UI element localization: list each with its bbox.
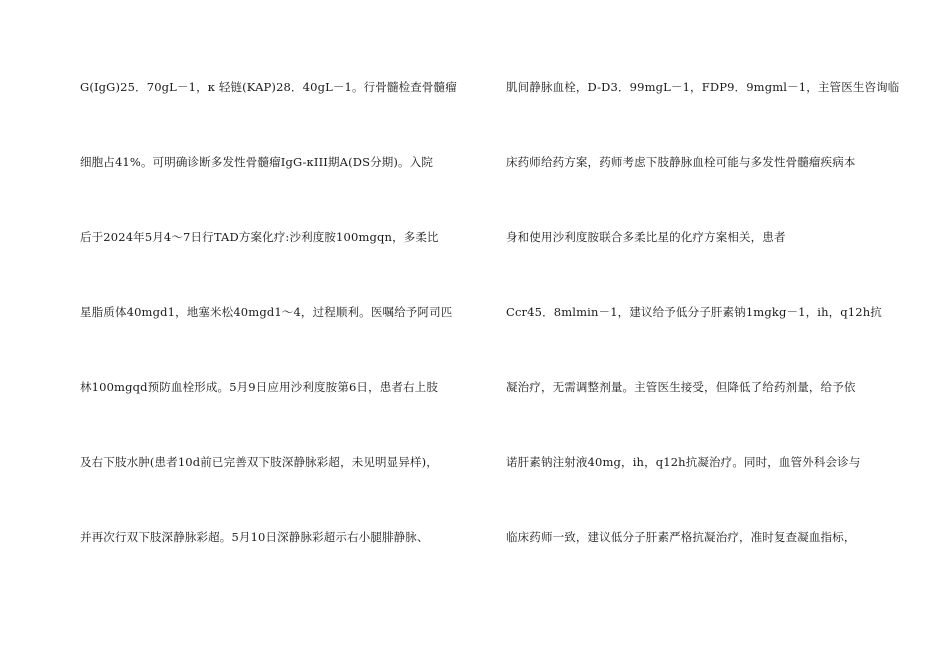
text-line: 床药师给药方案，药师考虑下肢静脉血栓可能与多发性骨髓瘤疾病本 xyxy=(506,155,856,169)
text-line: 并再次行双下肢深静脉彩超。5月10日深静脉彩超示右小腿腓静脉、 xyxy=(80,530,429,544)
text-line: G(IgG)25．70gL－1，κ 轻链(KAP)28．40gL－1。行骨髓检查骨髓瘤 xyxy=(80,80,457,94)
text-line: 临床药师一致，建议低分子肝素严格抗凝治疗，准时复查凝血指标， xyxy=(506,530,856,544)
text-line: 凝治疗，无需调整剂量。主管医生接受，但降低了给药剂量，给予依 xyxy=(506,380,856,394)
text-line: 细胞占41%。可明确诊断多发性骨髓瘤IgG-κIII期A(DS分期)。入院 xyxy=(80,155,433,169)
text-line: 后于2024年5月4～7日行TAD方案化疗:沙利度胺100mgqn，多柔比 xyxy=(80,230,439,244)
text-line: 肌间静脉血栓，D-D3．99mgL－1，FDP9．9mgml－1，主管医生咨询临 xyxy=(506,80,900,94)
text-line: Ccr45．8mlmin－1，建议给予低分子肝素钠1mgkg－1，ih，q12h抗 xyxy=(506,305,882,319)
text-line: 诺肝素钠注射液40mg，ih，q12h抗凝治疗。同时，血管外科会诊与 xyxy=(506,455,861,469)
text-line: 林100mgqd预防血栓形成。5月9日应用沙利度胺第6日，患者右上肢 xyxy=(80,380,438,394)
text-line: 及右下肢水肿(患者10d前已完善双下肢深静脉彩超，未见明显异样)， xyxy=(80,455,438,469)
text-line: 身和使用沙利度胺联合多柔比星的化疗方案相关，患者 xyxy=(506,230,786,244)
text-line: 星脂质体40mgd1，地塞米松40mgd1～4，过程顺利。医嘱给予阿司匹 xyxy=(80,305,453,319)
